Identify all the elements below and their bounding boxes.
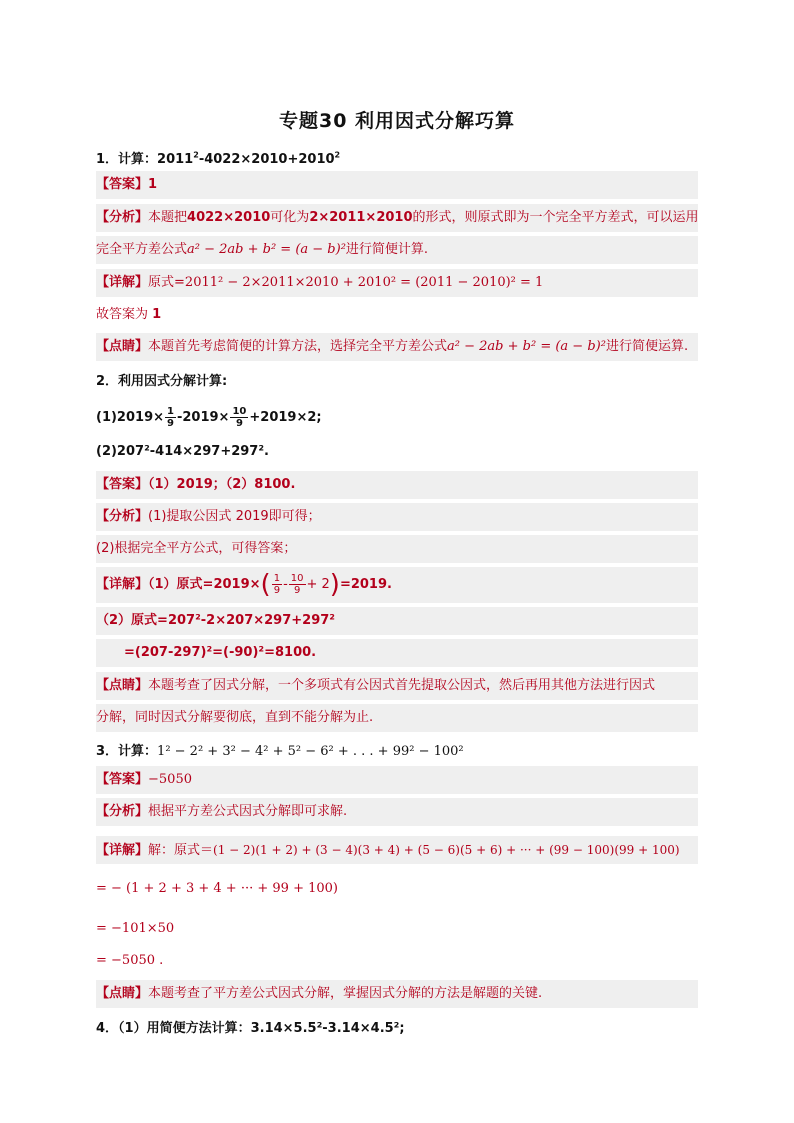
q4-question: 4．（1）用简便方法计算：3.14×5.5²-3.14×4.5²; [96,1021,405,1036]
q1-comment: 【点睛】本题首先考虑简便的计算方法，选择完全平方差公式a² − 2ab + b² = (a − b)²进行简便运算. [96,333,698,361]
q1-question: 1．计算：$2011^2-4022\times 2010+2010^2$ [96,150,341,167]
q2-detail-line2: （2）原式=207²-2×207×297+297² [96,607,698,635]
q2-part2: (2)207²-414×297+297². [96,444,269,459]
q1-detail: 【详解】原式=2011² − 2×2011×2010 + 2010² = (2011 − 2010)² = 1 [96,269,698,297]
q2-answer: 【答案】（1）2019；（2）8100. [96,471,698,499]
q1-analysis-line2: 完全平方差公式a² − 2ab + b² = (a − b)²进行简便计算. [96,236,698,264]
q1-conclusion: 故答案为 1 [96,307,162,322]
q3-detail: 【详解】解：原式＝(1 − 2)(1 + 2) + (3 − 4)(3 + 4) + (5 − 6)(5 + 6) + ··· + (99 − 100)(99 + 100) [96,836,698,864]
q2-comment-line2: 分解，同时因式分解要彻底，直到不能分解为止. [96,704,698,732]
q2-detail-line1: 【详解】（1）原式=2019×( $\frac{1}{9}$ - $\frac{10}{9}$ + 2)=2019. [96,567,698,603]
q3-step3: = −5050 . [96,953,164,968]
q2-part1: (1)2019× $\frac{1}{9}$ -2019× $\frac{10}{9}$ +2019×2; [96,406,322,429]
q2-comment-line1: 【点睛】本题考查了因式分解，一个多项式有公因式首先提取公因式，然后再用其他方法进行因式 [96,672,698,700]
q2-question: 2．利用因式分解计算: [96,374,228,389]
q3-question: 3．计算：1² − 2² + 3² − 4² + 5² − 6² + . . . + 99² − 100² [96,744,464,759]
q3-step1: = − (1 + 2 + 3 + 4 + ··· + 99 + 100) [96,881,338,896]
page-title: 专题30 利用因式分解巧算 [278,110,516,132]
q3-step2: = −101×50 [96,921,175,936]
q3-analysis: 【分析】根据平方差公式因式分解即可求解. [96,798,698,826]
q1-answer: 【答案】1 [96,171,698,199]
q1-analysis-line1: 【分析】本题把4022×2010可化为2×2011×2010的形式，则原式即为一个完全平方差式，可以运用 [96,204,698,232]
q2-detail-line3: =(207-297)²=(-90)²=8100. [96,639,698,667]
q3-answer: 【答案】−5050 [96,766,698,794]
q2-analysis-line1: 【分析】(1)提取公因式 2019即可得； [96,503,698,531]
square-difference-formula: a² − 2ab + b² = (a − b)² [187,242,346,257]
q3-comment: 【点睛】本题考查了平方差公式因式分解，掌握因式分解的方法是解题的关键. [96,980,698,1008]
q2-analysis-line2: (2)根据完全平方公式，可得答案； [96,535,698,563]
